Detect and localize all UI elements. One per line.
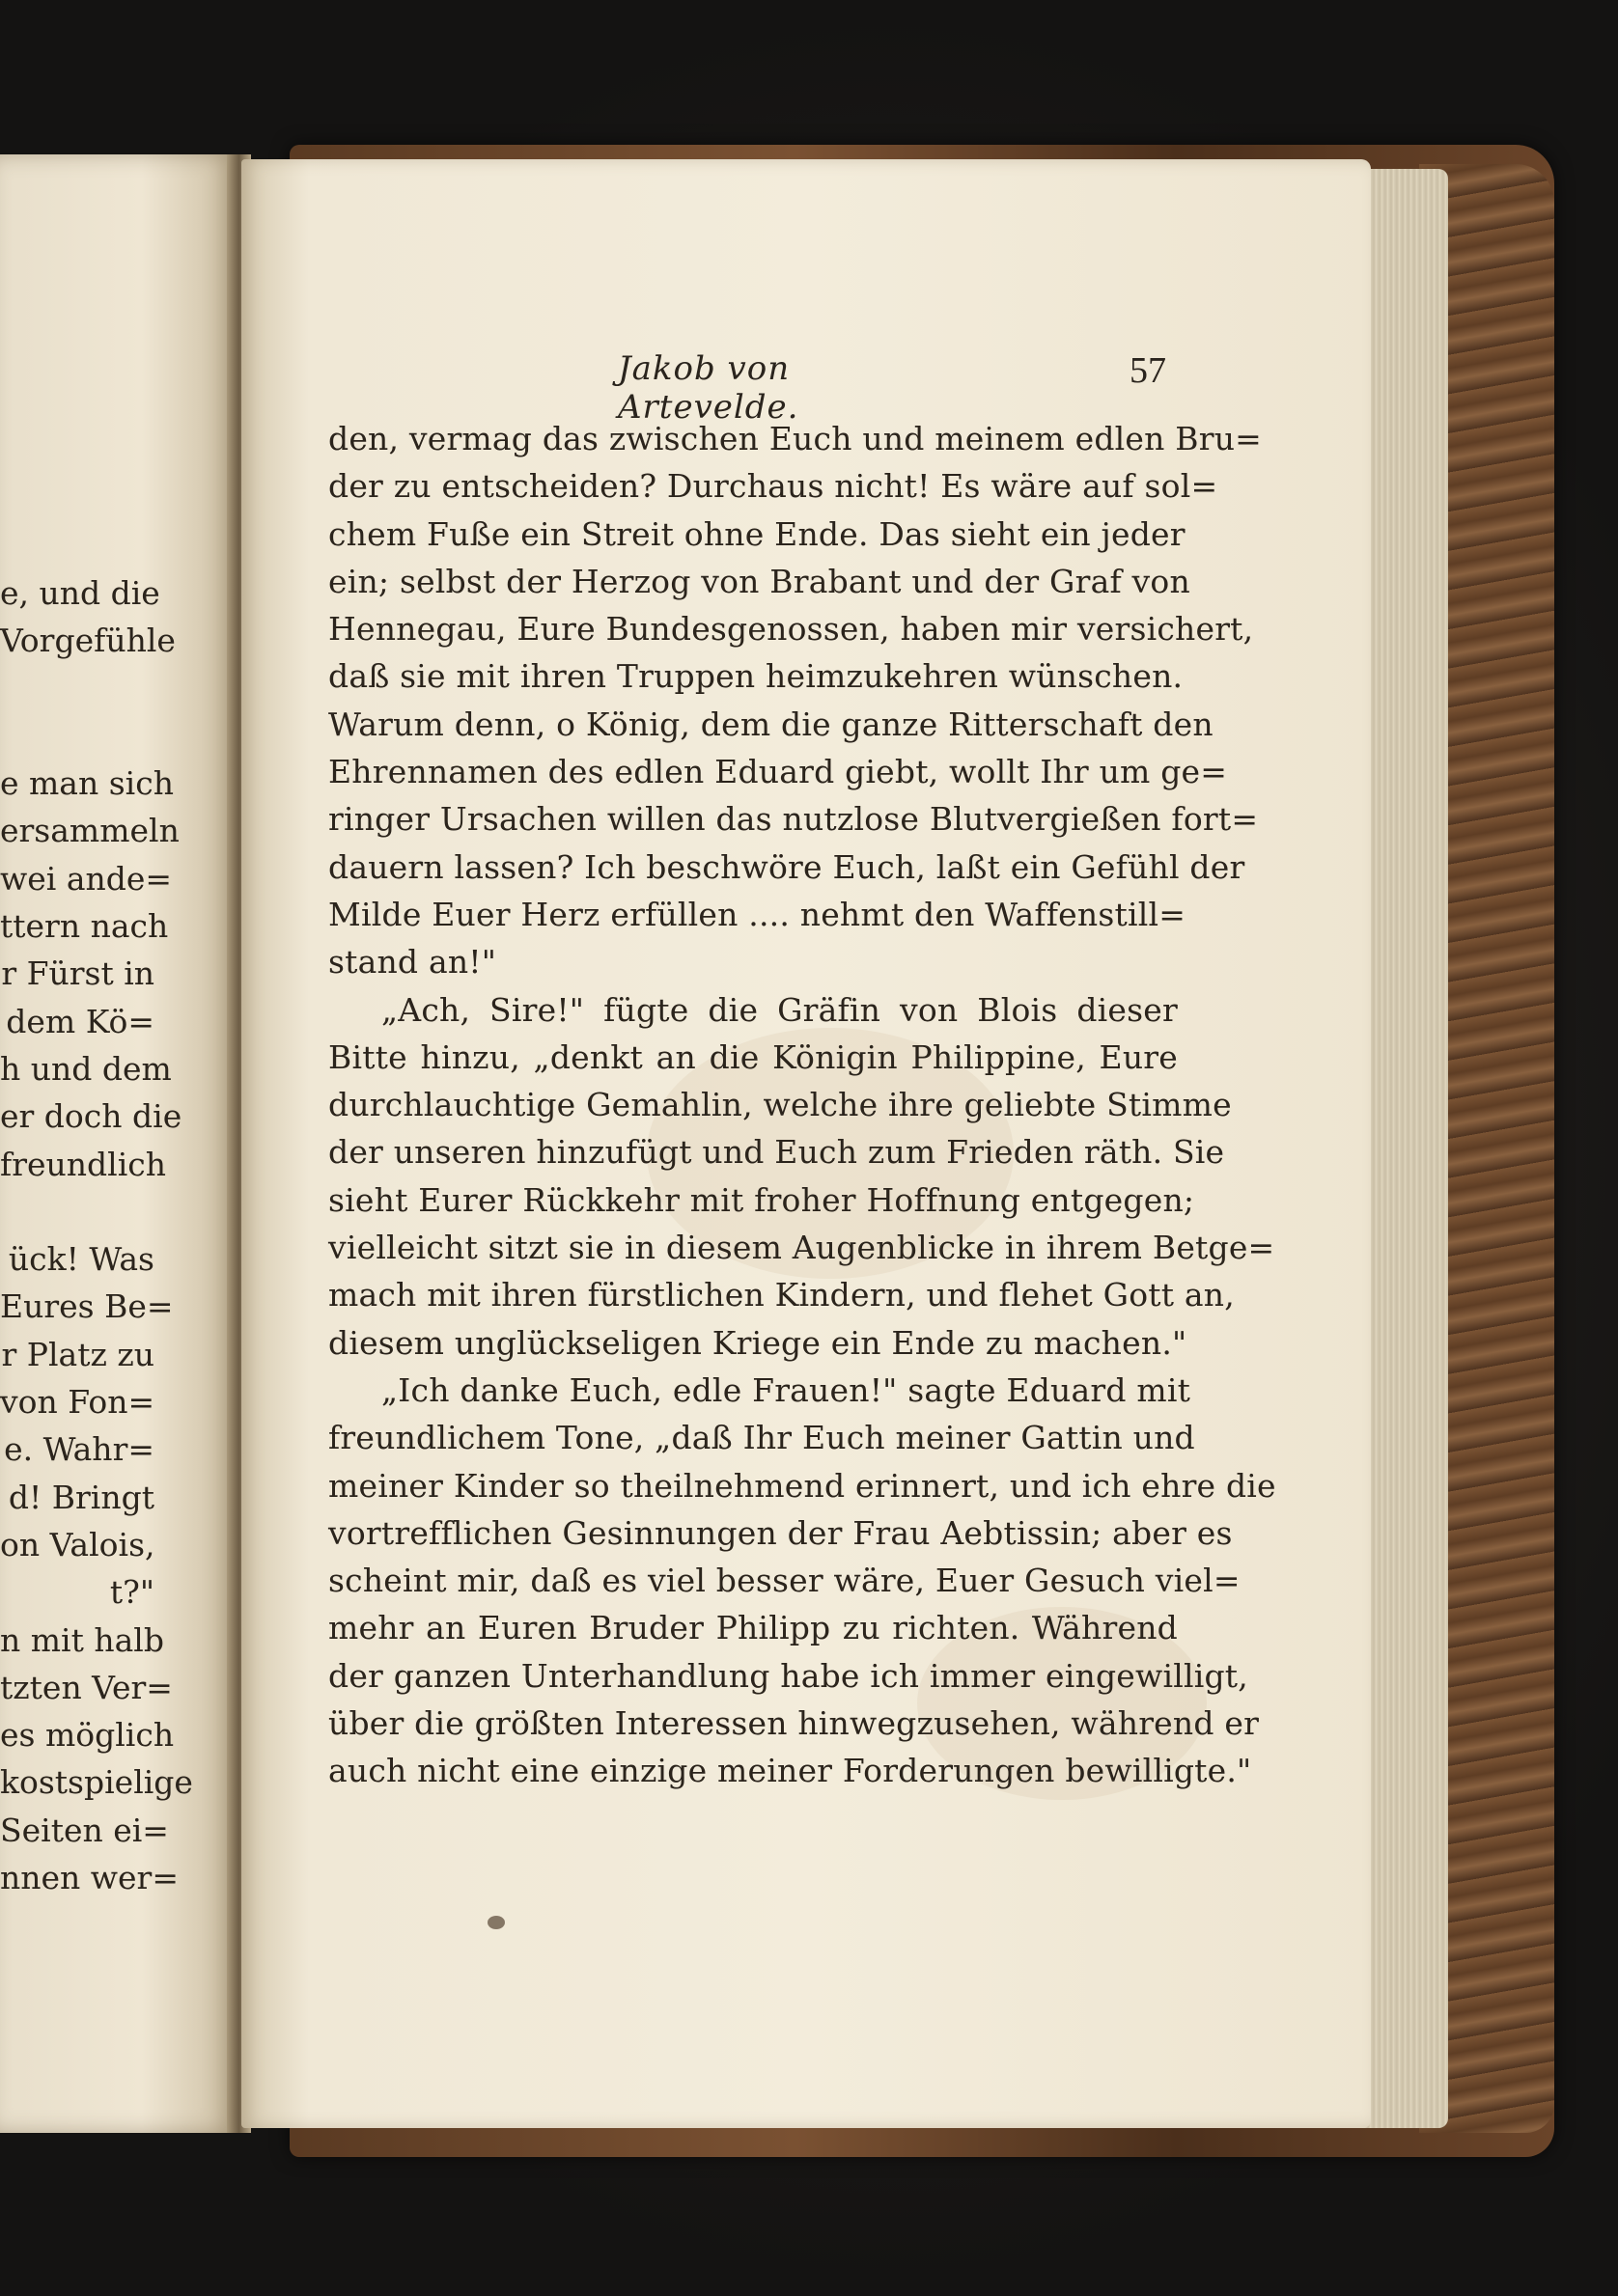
left-text-line: nnen wer= (0, 1859, 179, 1897)
text-line: meiner Kinder so theilnehmend erinnert, und ich ehre die (328, 1466, 1276, 1505)
text-line: vortrefflichen Gesinnungen der Frau Aebtissin; aber es (328, 1513, 1233, 1552)
left-text-line: e, und die (0, 574, 160, 612)
text-line: Hennegau, Eure Bundesgenossen, haben mir versichert, (328, 610, 1254, 649)
left-text-line: Seiten ei= (0, 1811, 169, 1849)
left-text-line (0, 665, 154, 712)
text-line: dauern lassen? Ich beschwöre Euch, laßt ein Gefühl der (328, 847, 1245, 886)
left-text-line: ersammeln (0, 812, 180, 850)
text-line: „Ach, Sire!" fügte die Gräfin von Blois dieser (381, 990, 1178, 1029)
text-line: Bitte hinzu, „denkt an die Königin Philippine, Eure (328, 1037, 1178, 1076)
text-line: über die größten Interessen hinwegzusehen, während er (328, 1704, 1260, 1743)
text-line: Ehrennamen des edlen Eduard giebt, wollt Ihr um ge= (328, 753, 1228, 791)
page-number: 57 (1130, 350, 1166, 391)
left-text-line: r Fürst in (1, 954, 154, 993)
left-text-line: n mit halb (0, 1620, 164, 1659)
left-page-text (0, 569, 193, 1901)
text-line: daß sie mit ihren Truppen heimzukehren wünschen. (328, 657, 1184, 696)
text-line: scheint mir, daß es viel besser wäre, Euer Gesuch viel= (328, 1562, 1241, 1600)
text-line: stand an!" (328, 943, 497, 982)
text-line: ringer Ursachen willen das nutzlose Blutvergießen fort= (328, 800, 1259, 839)
left-text-line: dem Kö= (6, 1002, 154, 1040)
ink-spot (488, 1916, 505, 1929)
text-line: mehr an Euren Bruder Philipp zu richten. Während (328, 1609, 1178, 1647)
page-body-text (328, 415, 1276, 1795)
running-head: Jakob von Artevelde. (618, 349, 799, 427)
text-line: freundlichem Tone, „daß Ihr Euch meiner Gattin und (328, 1419, 1195, 1457)
left-text-line: von Fon= (0, 1383, 155, 1422)
text-line: Milde Euer Herz erfüllen .... nehmt den Waffenstill= (328, 895, 1186, 933)
text-line: auch nicht eine einzige meiner Forderungen bewilligte." (328, 1752, 1252, 1790)
left-text-line: r Platz zu (1, 1335, 154, 1373)
text-line: durchlauchtige Gemahlin, welche ihre geliebte Stimme (328, 1086, 1232, 1124)
text-line: der unseren hinzufügt und Euch zum Frieden räth. Sie (328, 1133, 1225, 1172)
left-text-line: on Valois, (0, 1525, 155, 1563)
left-text-line (0, 712, 154, 760)
left-text-line: t?" (109, 1573, 154, 1612)
left-text-line: ück! Was (8, 1240, 154, 1279)
text-line: sieht Eurer Rückkehr mit froher Hoffnung entgegen; (328, 1180, 1195, 1219)
text-line: „Ich danke Euch, edle Frauen!" sagte Eduard mit (381, 1370, 1191, 1409)
text-line: mach mit ihren fürstlichen Kindern, und flehet Gott an, (328, 1276, 1235, 1314)
left-text-line: freundlich (0, 1145, 166, 1183)
left-page (0, 154, 237, 2133)
left-text-line: h und dem (0, 1049, 172, 1088)
left-text-line: kostspielige (0, 1763, 193, 1802)
left-text-line: e man sich (0, 764, 174, 803)
left-text-line: Eures Be= (0, 1287, 174, 1326)
text-line: den, vermag das zwischen Euch und meinem edlen Bru= (328, 420, 1263, 457)
left-text-line (0, 1188, 154, 1235)
left-text-line: Vorgefühle (0, 622, 176, 660)
text-line: ein; selbst der Herzog von Brabant und der Graf von (328, 562, 1190, 600)
left-text-line: es möglich (0, 1716, 175, 1755)
text-line: vielleicht sitzt sie in diesem Augenblicke in ihrem Betge= (328, 1229, 1275, 1267)
text-line: chem Fuße ein Streit ohne Ende. Das sieht ein jeder (328, 514, 1186, 553)
left-text-line: ttern nach (0, 907, 169, 946)
left-text-line: tzten Ver= (0, 1668, 173, 1706)
left-text-line: wei ande= (0, 859, 173, 898)
text-line: Warum denn, o König, dem die ganze Ritterschaft den (328, 705, 1214, 743)
left-text-line: d! Bringt (8, 1478, 154, 1516)
text-line: der ganzen Unterhandlung habe ich immer eingewilligt, (328, 1656, 1248, 1695)
left-text-line: er doch die (0, 1097, 182, 1136)
text-line: der zu entscheiden? Durchaus nicht! Es wäre auf sol= (328, 467, 1218, 506)
left-text-line: e. Wahr= (4, 1430, 154, 1469)
text-line: diesem unglückseligen Kriege ein Ende zu machen." (328, 1323, 1187, 1362)
